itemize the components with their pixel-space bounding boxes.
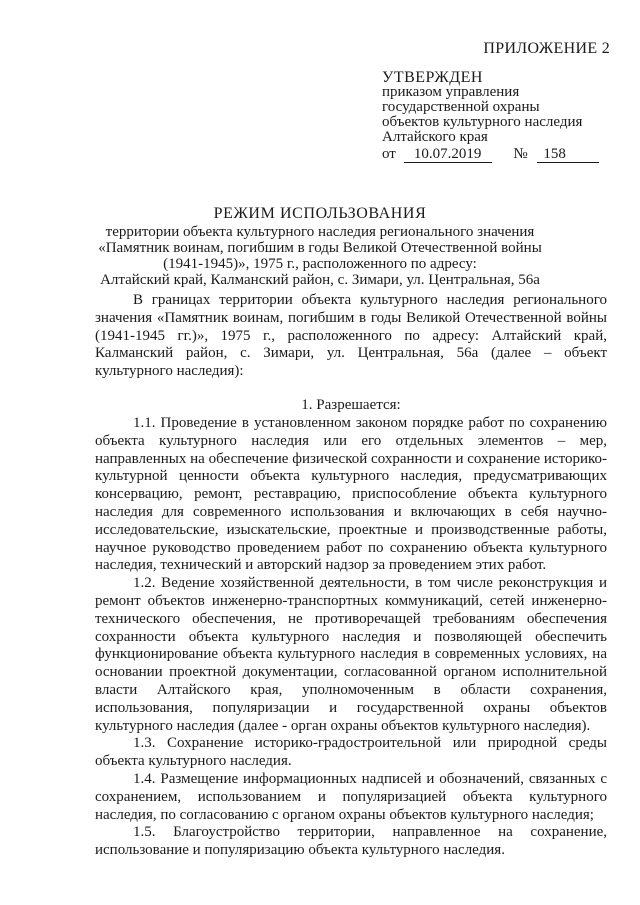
- section-items: [95, 415, 607, 860]
- approval-date: 10.07.2019: [404, 147, 492, 163]
- title-line: территории объекта культурного наследия регионального значения: [105, 224, 535, 240]
- document-title: [90, 206, 550, 288]
- date-prefix: от: [382, 146, 396, 162]
- list-item: 1.5. Благоустройство территории, направленное на сохранение, использование и популяризацию объекта культурного наследия.: [95, 824, 607, 859]
- section-heading: 1. Разрешается:: [301, 397, 401, 413]
- approval-stamp: [382, 70, 622, 163]
- approval-line: объектов культурного наследия: [382, 114, 583, 130]
- list-item: 1.1. Проведение в установленном законом порядке работ по сохранению объекта культурного наследия или его отдельных элементов – мер, направленных на обеспечение физической сохранности и сохранение историко-культурной ценности объекта культурного наследия, предусматривающих консервацию, ремонт, реставрацию, приспособление объекта культурного наследия для современного использования и включающих в себя научно-исследовательские, изыскательские, проектные и производственные работы, научное руководство проведением работ по сохранению объекта культурного наследия, технический и авторский надзор за проведением этих работ.: [95, 415, 607, 574]
- title-line: «Памятник воинам, погибшим в годы Великой Отечественной войны: [98, 240, 542, 256]
- approval-date-line: [382, 147, 622, 163]
- list-item: 1.4. Размещение информационных надписей и обозначений, связанных с сохранением, использованием и популяризацией объекта культурного наследия, по согласованию с органом охраны объектов культурного наследия;: [95, 770, 607, 823]
- title-heading: РЕЖИМ ИСПОЛЬЗОВАНИЯ: [213, 205, 427, 222]
- list-item: 1.2. Ведение хозяйственной деятельности, в том числе реконструкция и ремонт объектов инженерно-транспортных коммуникаций, сетей инженерно-технического обеспечения, не противоречащей требованиям обеспечения сохранности объекта культурного наследия и позволяющей обеспечить функционирование объекта культурного наследия в современных условиях, на основании проектной документации, согласованной органом исполнительной власти Алтайского края, уполномоченным в области сохранения, использования, популяризации и государственной охраны объектов культурного наследия (далее - орган охраны объектов культурного наследия).: [95, 575, 607, 734]
- intro-text: В границах территории объекта культурного наследия регионального значения «Памятник воинам, погибшим в годы Великой Отечественной войны (1941-1945 гг.)», 1975 г., расположенного по адресу: Алтайский край, Калманский район, с. Зимари, ул. Центральная, 56а (далее – объект культурного наследия):: [95, 292, 607, 380]
- title-line: Алтайский край, Калманский район, с. Зимари, ул. Центральная, 56а: [100, 272, 540, 288]
- number-sign: №: [513, 146, 528, 162]
- intro-paragraph: [95, 292, 607, 381]
- list-item: 1.3. Сохранение историко-градостроительной или природной среды объекта культурного наследия.: [95, 735, 607, 770]
- approval-line: государственной охраны: [382, 99, 540, 115]
- approval-line: приказом управления: [382, 84, 520, 100]
- approval-number: 158: [537, 147, 599, 163]
- appendix-label: ПРИЛОЖЕНИЕ 2: [483, 40, 610, 57]
- approval-line: Алтайского края: [382, 129, 488, 145]
- approved-heading: УТВЕРЖДЕН: [382, 69, 483, 86]
- title-line: (1941-1945)», 1975 г., расположенного по адресу:: [163, 256, 477, 272]
